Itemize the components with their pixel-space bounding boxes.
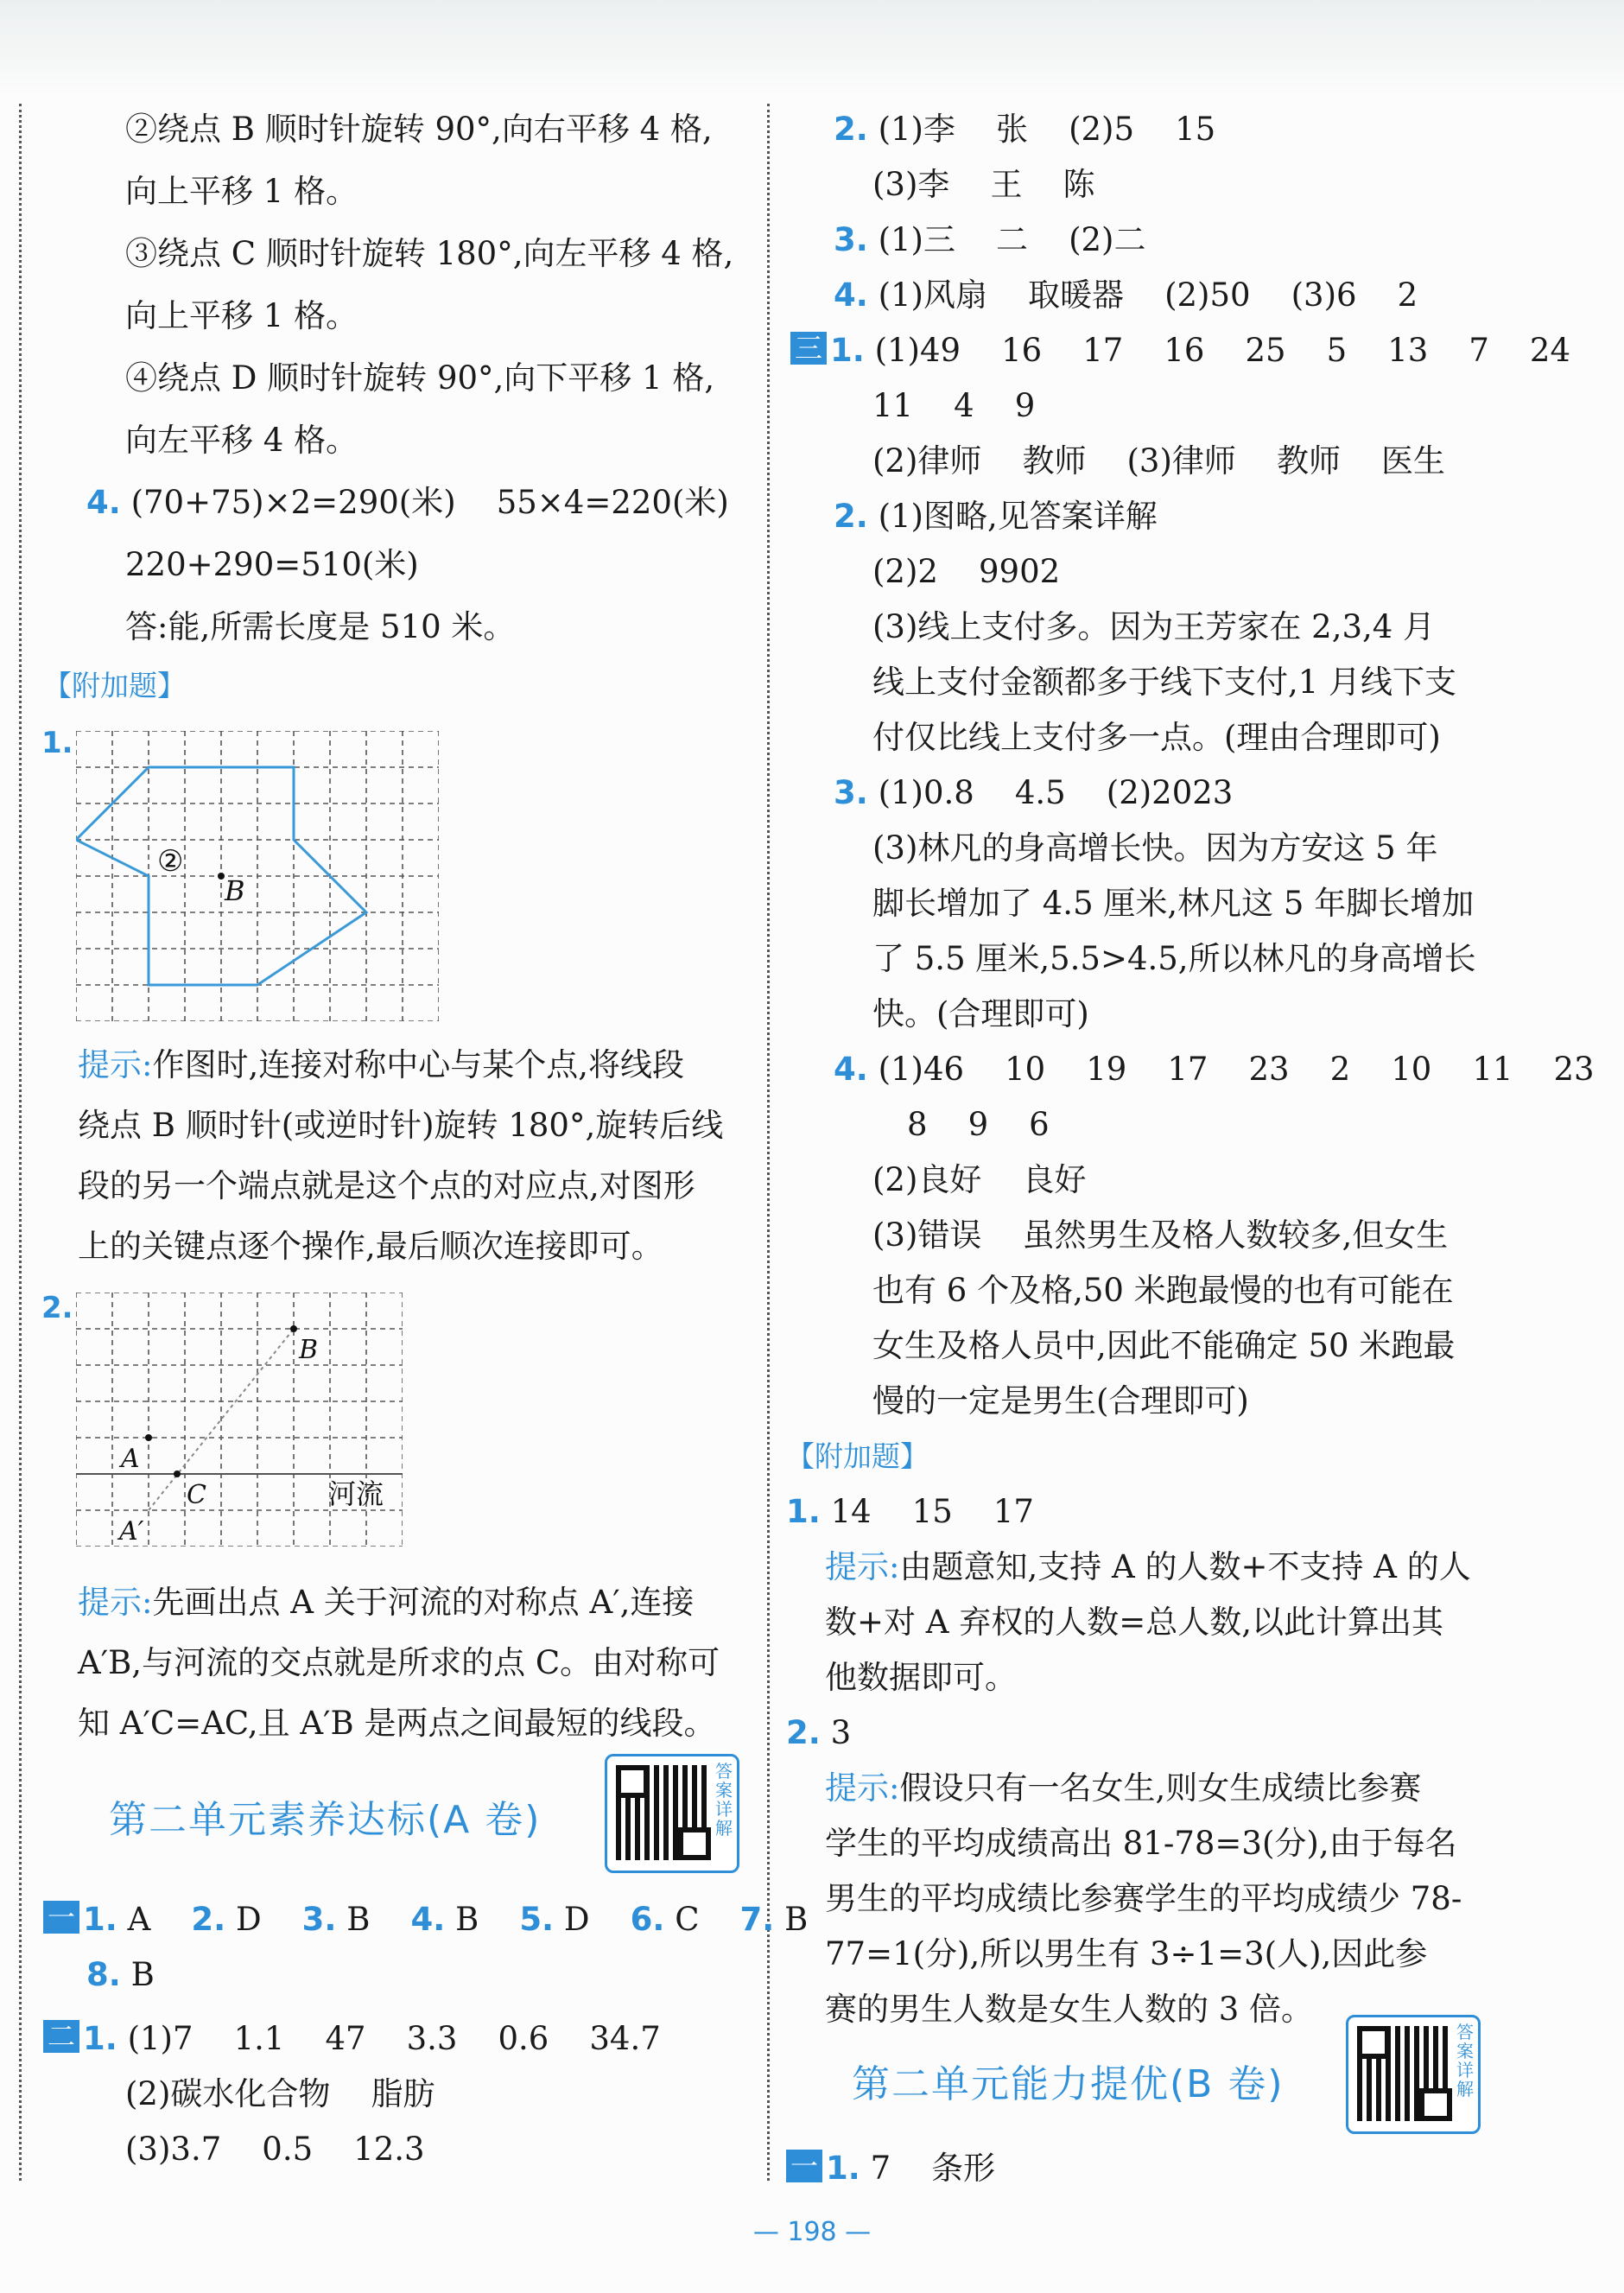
- right-q2-number: 2.: [834, 111, 868, 148]
- s3-q3-line-3: 脚长增加了 4.5 厘米,林凡这 5 年脚长增加: [872, 885, 1475, 922]
- answer-1-number: 1.: [83, 1901, 117, 1938]
- right-bonus-2-line-1: 3: [830, 1714, 852, 1751]
- rotation-grid-figure: [76, 731, 439, 1021]
- section-2-line-1: [43, 2008, 752, 2063]
- fig2-a-prime-label: A′: [119, 1516, 144, 1547]
- right-tip-1-line-1: 由题意知,支持 A 的人数+不支持 A 的人: [899, 1548, 1471, 1585]
- right-q2-line-1: (1)李 张 (2)5 15: [878, 111, 1216, 148]
- s3-q2-line-1: (1)图略,见答案详解: [878, 498, 1158, 535]
- answer-4: B: [455, 1901, 479, 1938]
- s3-q2-line-4: 线上支付金额都多于线下支付,1 月线下支: [872, 664, 1457, 701]
- s3-q4-line-5: 也有 6 个及格,50 米跑最慢的也有可能在: [872, 1272, 1454, 1309]
- right-q4-line-1: (1)风扇 取暖器 (2)50 (3)6 2: [878, 276, 1418, 314]
- tip-1-line-1: 作图时,连接对称中心与某个点,将线段: [152, 1046, 684, 1083]
- s3-q3-line-2: (3)林凡的身高增长快。因为方安这 5 年: [872, 829, 1438, 867]
- answer-2-number: 2.: [191, 1901, 226, 1938]
- point-a-dot: [145, 1434, 152, 1441]
- s3-q2-number: 2.: [834, 498, 868, 535]
- section-1-line-2: [86, 1944, 795, 1999]
- right-bonus-2-number: 2.: [786, 1714, 821, 1751]
- left-bonus-heading: 【附加题】: [43, 669, 186, 702]
- right-last-line: [786, 2141, 1564, 2196]
- tip-2-line-1: 先画出点 A 关于河流的对称点 A′,连接: [152, 1584, 695, 1621]
- answer-4-number: 4.: [410, 1901, 446, 1938]
- right-tip-2-label: 提示:: [825, 1769, 900, 1807]
- section-1-badge: 一: [43, 1901, 79, 1934]
- answer-3-number: 3.: [301, 1901, 337, 1938]
- point-b-dot: [290, 1325, 297, 1332]
- answer-1: A: [127, 1901, 151, 1938]
- right-tip-2-line-5: 赛的男生人数是女生人数的 3 倍。: [825, 1991, 1314, 2028]
- tip-2-label: 提示:: [78, 1584, 153, 1621]
- qr-code-pattern: [1357, 2026, 1452, 2121]
- s3-q4-line-6: 女生及格人员中,因此不能确定 50 米跑最: [872, 1327, 1456, 1364]
- right-tip-2-line-1: 假设只有一名女生,则女生成绩比参赛: [899, 1769, 1422, 1807]
- b-section-1-q1-number: 1.: [826, 2150, 860, 2187]
- top-shade: [0, 0, 1624, 95]
- answer-6: C: [675, 1901, 700, 1938]
- answer-3: B: [346, 1901, 371, 1938]
- section-2-q1-line-2: (2)碳水化合物 脂肪: [125, 2075, 435, 2112]
- s3-q2-line-2: (2)2 9902: [872, 553, 1061, 590]
- tip-1-label: 提示:: [78, 1046, 153, 1083]
- left-line-5: ④绕点 D 顺时针旋转 90°,向下平移 1 格,: [125, 359, 715, 397]
- fig2-b-label: B: [299, 1335, 319, 1365]
- right-q3-number: 3.: [834, 221, 868, 258]
- left-tip-1: [78, 1035, 752, 1265]
- s3-q1-line-2: 11 4 9: [872, 387, 1036, 424]
- s3-q2-line-5: 付仅比线上支付多一点。(理由合理即可): [872, 719, 1441, 756]
- answer-5-number: 5.: [519, 1901, 555, 1938]
- section-2-q1-number: 1.: [83, 2020, 117, 2057]
- right-tip-1-line-3: 他数据即可。: [825, 1659, 1017, 1696]
- left-line-2: 向上平移 1 格。: [125, 173, 358, 210]
- right-tip-1-line-2: 数+对 A 弃权的人数=总人数,以此计算出其: [825, 1604, 1444, 1641]
- qr-code-a[interactable]: [605, 1754, 739, 1873]
- s3-q4-line-2: 8 9 6: [907, 1106, 1050, 1143]
- left-column: [43, 102, 752, 702]
- answer-6-number: 6.: [630, 1901, 665, 1938]
- left-bonus-1-number: 1.: [41, 726, 73, 760]
- left-line-6: 向左平移 4 格。: [125, 422, 358, 459]
- point-b-dot: [218, 873, 225, 880]
- tip-2-line-3: 知 A′C=AC,且 A′B 是两点之间最短的线段。: [78, 1705, 716, 1742]
- right-tip-2-line-3: 男生的平均成绩比参赛学生的平均成绩少 78-: [825, 1880, 1462, 1917]
- answer-2: D: [235, 1901, 262, 1938]
- left-tip-2: [78, 1572, 752, 1742]
- qr-code-b[interactable]: [1346, 2015, 1481, 2134]
- page-number: — 198 —: [752, 2217, 872, 2247]
- tip-1-line-3: 段的另一个端点就是这个点的对应点,对图形: [78, 1167, 695, 1204]
- right-q4-number: 4.: [834, 276, 868, 314]
- s3-q1-line-1: (1)49 16 17 16 25 5 13 7 24: [874, 332, 1570, 369]
- s3-q4-line-1: (1)46 10 19 17 23 2 10 11 23: [878, 1051, 1595, 1088]
- right-tip-2-line-2: 学生的平均成绩高出 81-78=3(分),由于每名: [825, 1825, 1457, 1862]
- unit-title-b: 第二单元能力提优(B 卷): [852, 2062, 1285, 2106]
- left-q4-line-2: 220+290=510(米): [125, 546, 419, 583]
- right-bonus-1-number: 1.: [786, 1493, 821, 1530]
- s3-q1-number: 1.: [830, 332, 865, 369]
- left-q4-text-1: (70+75)×2=290(米) 55×4=220(米): [130, 484, 729, 521]
- tip-1-line-2: 绕点 B 顺时针(或逆时针)旋转 180°,旋转后线: [78, 1107, 724, 1144]
- section-2-q1-line-1: (1)7 1.1 47 3.3 0.6 34.7: [127, 2020, 661, 2057]
- right-tip-2-line-4: 77=1(分),所以男生有 3÷1=3(人),因此参: [825, 1935, 1428, 1972]
- river-symmetry-grid-figure: [76, 1293, 403, 1547]
- s3-q4-line-3: (2)良好 良好: [872, 1161, 1087, 1198]
- b-section-1-q1-line-1: 7 条形: [870, 2150, 996, 2187]
- qr-code-b-label: 答案详解: [1456, 2022, 1474, 2099]
- section-2-q1-line-3: (3)3.7 0.5 12.3: [125, 2131, 425, 2168]
- tip-2-line-2: A′B,与河流的交点就是所求的点 C。由对称可: [78, 1644, 720, 1681]
- left-q4-line-3: 答:能,所需长度是 510 米。: [125, 608, 516, 645]
- left-q4-number: 4.: [86, 484, 121, 521]
- fig2-river-label: 河流: [328, 1477, 384, 1510]
- right-bonus-1-line-1: 14 15 17: [830, 1493, 1034, 1530]
- left-line-1: ②绕点 B 顺时针旋转 90°,向右平移 4 格,: [125, 111, 713, 148]
- qr-code-a-label: 答案详解: [715, 1761, 733, 1839]
- answer-7: B: [784, 1901, 809, 1938]
- s3-q4-number: 4.: [834, 1051, 868, 1088]
- s3-q3-line-5: 快。(合理即可): [872, 995, 1089, 1032]
- section-3-badge: 三: [790, 332, 827, 365]
- s3-q3-number: 3.: [834, 774, 868, 811]
- s3-q4-line-7: 慢的一定是男生(合理即可): [872, 1382, 1249, 1420]
- point-c-dot: [174, 1470, 181, 1477]
- left-section-1: [43, 1889, 809, 2168]
- tip-1-line-4: 上的关键点逐个操作,最后顺次连接即可。: [78, 1228, 663, 1265]
- fig1-circled-label: ②: [157, 844, 184, 879]
- qr-code-pattern: [616, 1765, 711, 1860]
- right-bonus-heading: 【附加题】: [786, 1439, 929, 1473]
- left-margin-dotted-line: [19, 104, 22, 2181]
- section-2-badge: 二: [43, 2020, 79, 2053]
- s3-q3-line-1: (1)0.8 4.5 (2)2023: [878, 774, 1234, 811]
- unit-title-a: 第二单元素养达标(A 卷): [109, 1798, 542, 1842]
- s3-q3-line-4: 了 5.5 厘米,5.5>4.5,所以林凡的身高增长: [872, 940, 1476, 977]
- fig1-point-b-label: B: [225, 874, 245, 907]
- fig2-a-label: A: [121, 1444, 140, 1474]
- answer-5: D: [563, 1901, 590, 1938]
- right-column: [786, 102, 1607, 2037]
- section-1-line-1: [43, 1889, 809, 1944]
- right-tip-1-label: 提示:: [825, 1548, 900, 1585]
- s3-q4-line-4: (3)错误 虽然男生及格人数较多,但女生: [872, 1216, 1449, 1254]
- left-q4-line-1: [86, 475, 795, 530]
- right-q3-line-1: (1)三 二 (2)二: [878, 221, 1146, 258]
- left-line-3: ③绕点 C 顺时针旋转 180°,向左平移 4 格,: [125, 235, 734, 272]
- left-line-4: 向上平移 1 格。: [125, 297, 358, 334]
- right-q2-line-2: (3)李 王 陈: [872, 166, 1095, 203]
- answer-8-number: 8.: [86, 1956, 121, 1993]
- left-bonus-2-number: 2.: [41, 1291, 73, 1325]
- answer-7-number: 7.: [739, 1901, 775, 1938]
- answer-8: B: [130, 1956, 155, 1993]
- s3-q1-line-3: (2)律师 教师 (3)律师 教师 医生: [872, 442, 1446, 480]
- fig2-c-label: C: [187, 1480, 206, 1510]
- s3-q2-line-3: (3)线上支付多。因为王芳家在 2,3,4 月: [872, 608, 1436, 645]
- b-section-1-badge: 一: [786, 2150, 822, 2182]
